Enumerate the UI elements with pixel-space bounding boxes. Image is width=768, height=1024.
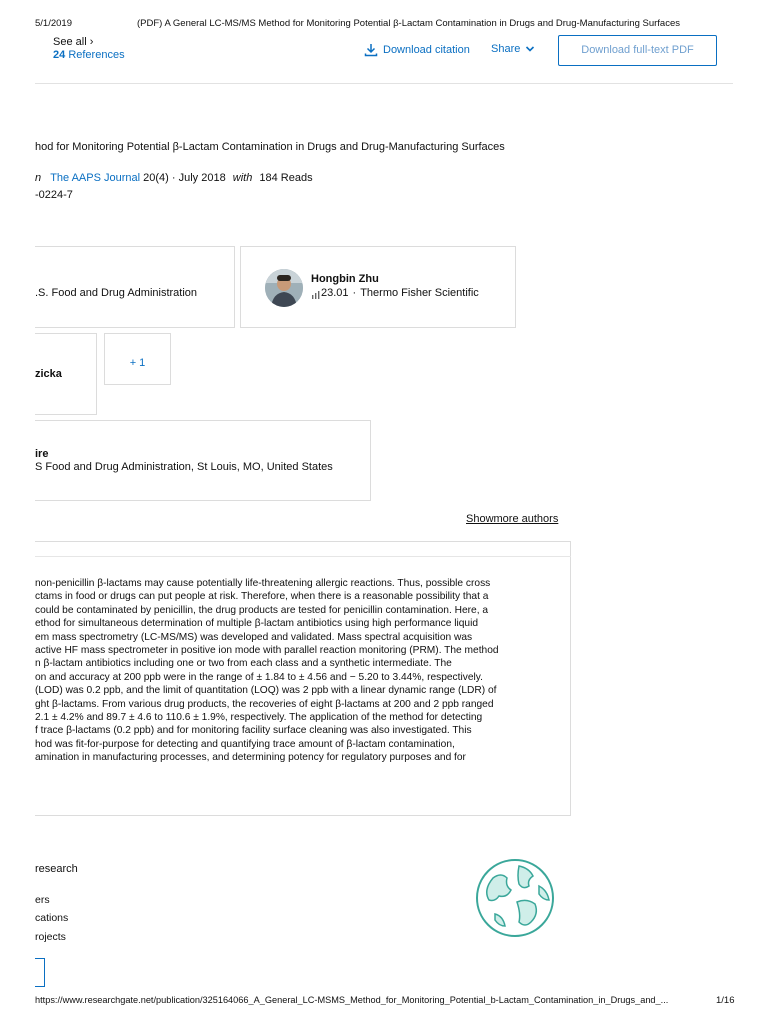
download-pdf-button[interactable]: Download full-text PDF <box>558 35 717 66</box>
author-5-affiliation: S Food and Drug Administration, St Louis, MO, United States <box>35 461 333 473</box>
abstract-line: could be contaminated by penicillin, the drug products are tested for penicillin contamination. Here, a <box>35 604 489 616</box>
abstract-line: non-penicillin β-lactams may cause potentially life-threatening allergic reactions. Thus, possible cross <box>35 578 491 589</box>
abstract-line: ght β-lactams. From various drug products, the recoveries of eight β-lactams at 200 and 2 ppb ranged <box>35 698 494 710</box>
discover-item[interactable]: cations <box>35 912 69 924</box>
abstract-line: active HF mass spectrometer in positive ion mode with parallel reaction monitoring (PRM). The method <box>35 644 499 656</box>
see-all-link[interactable]: See all › <box>53 36 94 48</box>
discover-item[interactable]: rojects <box>35 931 66 943</box>
print-url: https://www.researchgate.net/publication/325164066_A_General_LC-MSMS_Method_for_Monitoring_Potential_b-Lactam_Contamination_in_Drugs_and_... <box>35 995 669 1005</box>
abstract-line: em mass spectrometry (LC-MS/MS) was developed and validated. Mass spectral acquisition was <box>35 631 473 643</box>
show-more-authors-link[interactable]: Showmore authors <box>466 513 559 525</box>
references-count: 24 <box>53 49 66 61</box>
avatar[interactable] <box>265 269 303 307</box>
discover-heading: research <box>35 863 78 875</box>
author-score: 23.01 <box>321 287 349 299</box>
references-link[interactable] <box>53 49 125 61</box>
author-affiliation: Thermo Fisher Scientific <box>360 287 479 299</box>
globe-icon <box>473 856 557 940</box>
print-page-number: 1/16 <box>716 995 735 1006</box>
issue-date: 20(4) · July 2018 <box>143 172 226 184</box>
more-authors-count: + 1 <box>129 357 146 369</box>
chevron-down-icon <box>525 44 535 54</box>
references-label: References <box>68 49 125 61</box>
author-card-1[interactable] <box>35 246 235 328</box>
download-citation-button[interactable] <box>364 43 470 57</box>
publication-meta <box>35 172 313 184</box>
reads-count: 184 Reads <box>259 172 313 184</box>
doi: -0224-7 <box>35 189 73 201</box>
author-card-5[interactable] <box>35 420 371 501</box>
print-title: (PDF) A General LC-MS/MS Method for Monitoring Potential β-Lactam Contamination in Drugs and Drug-Manufacturing Surfaces <box>137 18 680 29</box>
join-button-edge[interactable] <box>35 958 45 987</box>
abstract-line: (LOD) was 0.2 ppb, and the limit of quantitation (LOQ) was 2 ppb with a linear dynamic range (LDR) of <box>35 685 497 697</box>
author-1-affiliation: .S. Food and Drug Administration <box>35 287 198 299</box>
abstract-line: ctams in food or drugs can put people at risk. Therefore, when there is a reasonable possibility that a <box>35 591 489 603</box>
abstract-line: hod was fit-for-purpose for detecting and quantifying trace amount of β-lactam contamination, <box>35 738 455 750</box>
abstract-panel <box>35 541 571 816</box>
download-citation-label: Download citation <box>383 44 470 56</box>
journal-link[interactable]: The AAPS Journal <box>50 172 141 184</box>
author-card-3[interactable] <box>35 333 97 415</box>
in-label: n <box>35 172 42 184</box>
abstract-line: f trace β-lactams (0.2 ppb) and for monitoring facility surface cleaning was also investigated. This <box>35 725 472 737</box>
discover-item[interactable]: ers <box>35 894 50 906</box>
signal-icon <box>311 290 320 299</box>
author-card-hongbin-zhu[interactable] <box>240 246 516 328</box>
share-label: Share <box>491 43 521 55</box>
abstract-text <box>35 577 565 764</box>
download-icon <box>364 43 378 57</box>
article-title: hod for Monitoring Potential β-Lactam Contamination in Drugs and Drug-Manufacturing Surfaces <box>35 141 505 153</box>
abstract-line: 2.1 ± 4.2% and 89.7 ± 4.6 to 110.6 ± 1.9%, respectively. The application of the method for detecting <box>35 711 483 723</box>
more-authors-button[interactable] <box>104 333 171 385</box>
author-3-name[interactable]: zicka <box>35 368 62 380</box>
abstract-line: n β-lactam antibiotics including one or two from each class and a synthetic intermediate. The <box>35 658 452 670</box>
print-date: 5/1/2019 <box>35 18 72 29</box>
abstract-line: ethod for simultaneous determination of multiple β-lactam antibiotics using high performance liquid <box>35 618 479 630</box>
abstract-line: amination in manufacturing processes, and determining potency for regulatory purposes and for <box>35 752 466 764</box>
author-name[interactable]: Hongbin Zhu <box>311 273 379 285</box>
author-5-name[interactable]: ire <box>35 448 49 460</box>
header-divider <box>35 83 733 84</box>
abstract-line: on and accuracy at 200 ppb were in the range of ± 1.84 to ± 4.56 and − 5.20 to 3.44%, respectively. <box>35 671 483 683</box>
author-stats: 23.01 · Thermo Fisher Scientific <box>311 287 479 299</box>
share-button[interactable] <box>491 43 535 55</box>
abstract-divider <box>35 556 571 557</box>
with-label: with <box>232 172 253 184</box>
